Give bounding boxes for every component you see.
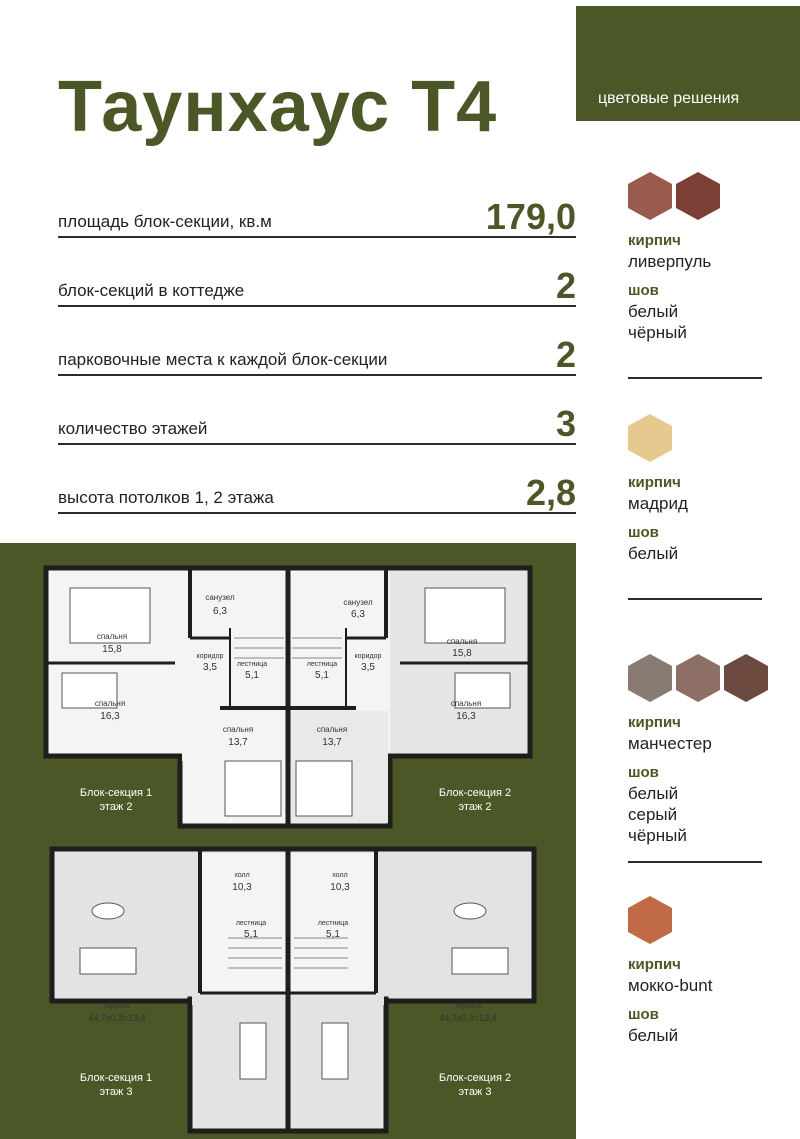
room-area: 5,1: [245, 670, 259, 681]
spec-label: площадь блок-секции, кв.м: [58, 212, 272, 231]
room-area: 6,3: [351, 609, 365, 620]
room-name: лестница: [235, 920, 267, 927]
brick-hex-icon: [724, 654, 768, 702]
section-caption: Блок-секция 2: [438, 787, 512, 799]
room-name: спальня: [96, 632, 128, 641]
room-name: холл: [332, 872, 348, 879]
brick-hex-icon: [628, 414, 672, 462]
room-name: холл: [234, 872, 250, 879]
brick-name: ливерпуль: [628, 252, 712, 271]
spec-row-parking: [58, 332, 576, 376]
seam-color: белый: [628, 544, 679, 563]
section-caption: Блок-секция 1: [79, 787, 153, 799]
room-name: лестница: [306, 661, 338, 668]
spec-row-sections: [58, 263, 576, 307]
color-solutions-header: [576, 6, 800, 121]
swatch-manchester: [628, 654, 768, 846]
brick-name: мадрид: [628, 494, 688, 513]
seam-color: белый: [628, 1026, 679, 1045]
room-area: 5,1: [326, 929, 340, 940]
swatch-liverpool: [628, 172, 720, 343]
page-title: Таунхаус Т4: [58, 67, 498, 147]
brick-hex-icon: [676, 172, 720, 220]
brick-label: кирпич: [628, 714, 681, 731]
room-area: 15,8: [452, 648, 472, 659]
seam-label: шов: [628, 764, 659, 781]
room-name: санузел: [343, 598, 373, 607]
seam-label: шов: [628, 524, 659, 541]
spec-value: 2: [555, 334, 576, 375]
spec-label: количество этажей: [58, 419, 208, 438]
seam-color: чёрный: [628, 323, 687, 342]
spec-row-area: [58, 194, 576, 238]
brick-label: кирпич: [628, 474, 681, 491]
room-area: 15,8: [102, 644, 122, 655]
room-area: 16,3: [456, 711, 476, 722]
room-name: спальня: [446, 637, 478, 646]
swatch-madrid: [628, 414, 688, 564]
room-area: 3,5: [361, 662, 375, 673]
room-area: 13,7: [228, 737, 248, 748]
room-name: коридор: [354, 653, 382, 660]
seam-color: белый: [628, 302, 679, 321]
section-caption: этаж 3: [99, 1086, 133, 1098]
room-area: 44,7х0,3=13,4: [439, 1013, 497, 1023]
room-name: спальня: [316, 725, 348, 734]
floor-plans-drawing: [0, 543, 576, 1139]
room-area: 5,1: [315, 670, 329, 681]
brick-hex-icon: [628, 172, 672, 220]
seam-label: шов: [628, 282, 659, 299]
spec-row-floors: [58, 401, 576, 445]
room-area: 6,3: [213, 606, 227, 617]
room-name: спальня: [94, 699, 126, 708]
floor-plans-panel: [0, 543, 576, 1139]
spec-value: 2,8: [525, 472, 576, 513]
room-name: санузел: [205, 593, 235, 602]
section-caption: этаж 2: [99, 801, 133, 813]
swatch-mokko: [628, 896, 712, 1046]
brick-label: кирпич: [628, 232, 681, 249]
room-name: коридор: [196, 653, 224, 660]
room-name: терраса: [454, 1003, 482, 1010]
brick-hex-icon: [628, 896, 672, 944]
spec-label: высота потолков 1, 2 этажа: [58, 488, 274, 507]
brick-name: мокко-bunt: [628, 976, 713, 995]
spec-row-ceiling: [58, 470, 576, 514]
color-solutions-label: цветовые решения: [598, 90, 740, 107]
room-name: спальня: [450, 699, 482, 708]
divider: [628, 598, 762, 600]
seam-color: чёрный: [628, 826, 687, 845]
room-area: 5,1: [244, 929, 258, 940]
brick-hex-icon: [628, 654, 672, 702]
spec-value: 3: [555, 403, 576, 444]
room-name: спальня: [222, 725, 254, 734]
room-area: 10,3: [330, 882, 350, 893]
room-area: 44,7х0,3=13,4: [88, 1013, 146, 1023]
brick-hex-icon: [676, 654, 720, 702]
section-caption: Блок-секция 2: [438, 1072, 512, 1084]
seam-color: белый: [628, 784, 679, 803]
spec-value: 2: [555, 265, 576, 306]
divider: [628, 377, 762, 379]
room-area: 16,3: [100, 711, 120, 722]
divider: [628, 861, 762, 863]
room-area: 10,3: [232, 882, 252, 893]
section-caption: Блок-секция 1: [79, 1072, 153, 1084]
room-name: терраса: [103, 1003, 131, 1010]
room-name: лестница: [236, 661, 268, 668]
brick-label: кирпич: [628, 956, 681, 973]
section-caption: этаж 2: [458, 801, 492, 813]
spec-label: блок-секций в коттедже: [58, 281, 245, 300]
spec-value: 179,0: [485, 196, 576, 237]
section-caption: этаж 3: [458, 1086, 492, 1098]
spec-label: парковочные места к каждой блок-секции: [58, 350, 388, 369]
room-area: 3,5: [203, 662, 217, 673]
seam-color: серый: [628, 805, 678, 824]
room-name: лестница: [317, 920, 349, 927]
room-area: 13,7: [322, 737, 342, 748]
brick-name: манчестер: [628, 734, 712, 753]
seam-label: шов: [628, 1006, 659, 1023]
